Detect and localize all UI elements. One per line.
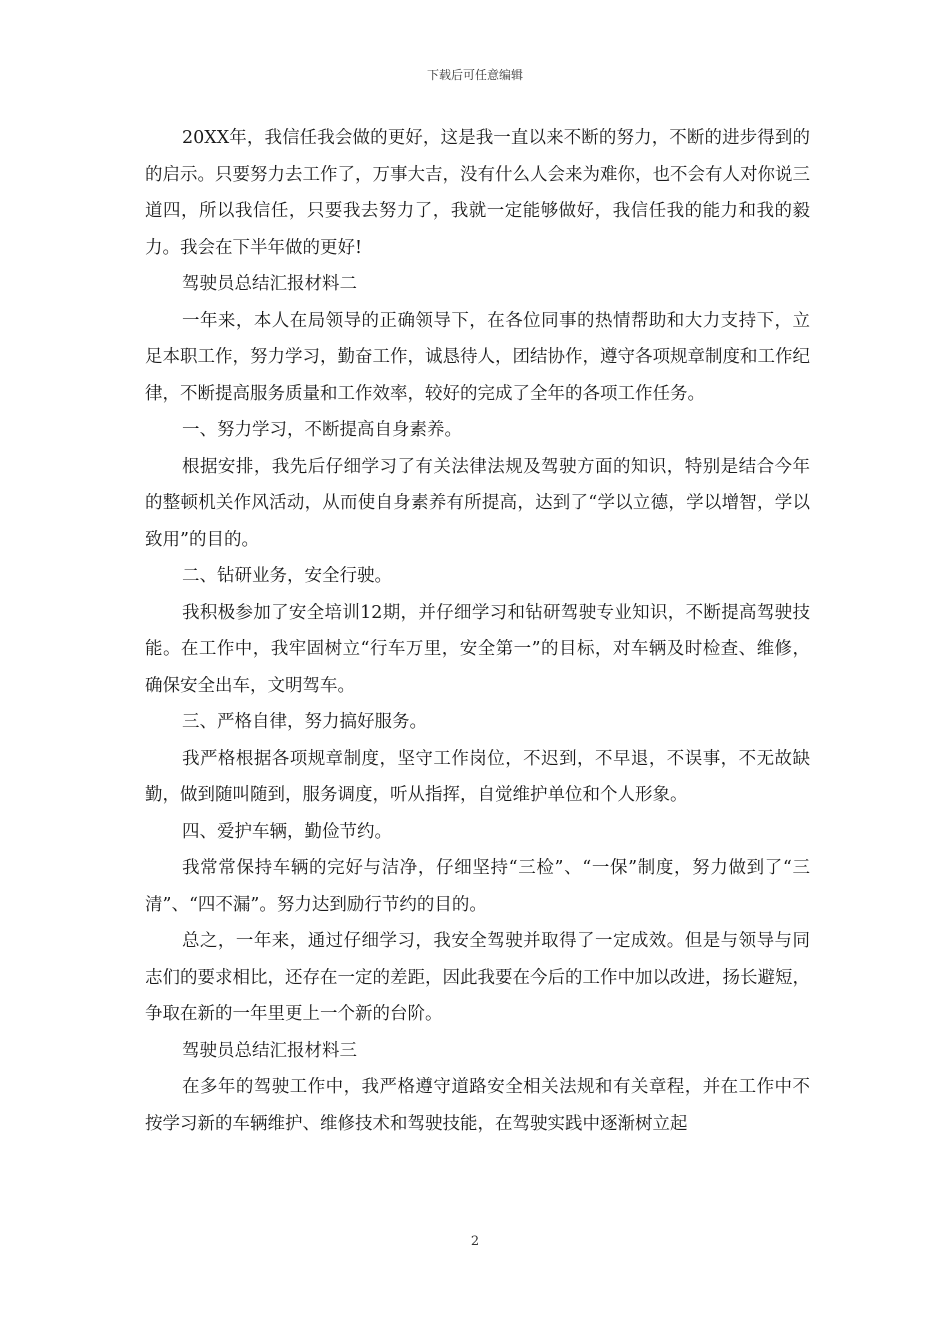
section-heading: 一、努力学习，不断提高自身素养。 [182,420,462,440]
page-number: 2 [470,1234,480,1249]
paragraph: 我积极参加了安全培训12期，并仔细学习和钻研驾驶专业知识，不断提高驾驶技能。在工作中，我牢固树立“行车万里，安全第一”的目标，对车辆及时检查、维修，确保安全出车，文明驾车。 [145,602,810,696]
section-heading: 驾驶员总结汇报材料三 [182,1040,357,1061]
section-heading: 二、钻研业务，安全行驶。 [182,566,392,586]
paragraph: 总之，一年来，通过仔细学习，我安全驾驶并取得了一定成效。但是与领导与同志们的要求相比，还存在一定的差距，因此我要在今后的工作中加以改进，扬长避短，争取在新的一年里更上一个新的台阶。 [145,931,810,1024]
section-heading: 驾驶员总结汇报材料二 [182,274,357,294]
paragraph: 我严格根据各项规章制度，坚守工作岗位，不迟到，不早退，不误事，不无故缺勤，做到随叫随到，服务调度，听从指挥，自觉维护单位和个人形象。 [145,748,810,805]
paragraph: 20XX年，我信任我会做的更好，这是我一直以来不断的努力，不断的进步得到的的启示。只要努力去工作了，万事大吉，没有什么人会来为难你，也不会有人对你说三道四，所以我信任，只要我去努力了，我就一定能够做好，我信任我的能力和我的毅力。我会在下半年做的更好! [145,128,810,258]
document-body [145,120,810,1142]
section-heading: 四、爱护车辆，勤俭节约。 [182,821,392,842]
paragraph: 我常常保持车辆的完好与洁净，仔细坚持“三检”、“一保”制度，努力做到了“三清”、“四不漏”。努力达到励行节约的目的。 [145,858,810,915]
paragraph: 在多年的驾驶工作中，我严格遵守道路安全相关法规和有关章程，并在工作中不按学习新的车辆维护、维修技术和驾驶技能，在驾驶实践中逐渐树立起 [145,1077,810,1134]
paragraph: 根据安排，我先后仔细学习了有关法律法规及驾驶方面的知识，特别是结合今年的整顿机关作风活动，从而使自身素养有所提高，达到了“学以立德，学以增智，学以致用”的目的。 [145,456,810,550]
paragraph: 一年来，本人在局领导的正确领导下，在各位同事的热情帮助和大力支持下，立足本职工作，努力学习，勤奋工作，诚恳待人，团结协作，遵守各项规章制度和工作纪律，不断提高服务质量和工作效率，较好的完成了全年的各项工作任务。 [145,310,810,404]
page-header-note: 下载后可任意编辑 [426,68,523,82]
section-heading: 三、严格自律，努力搞好服务。 [182,712,427,732]
